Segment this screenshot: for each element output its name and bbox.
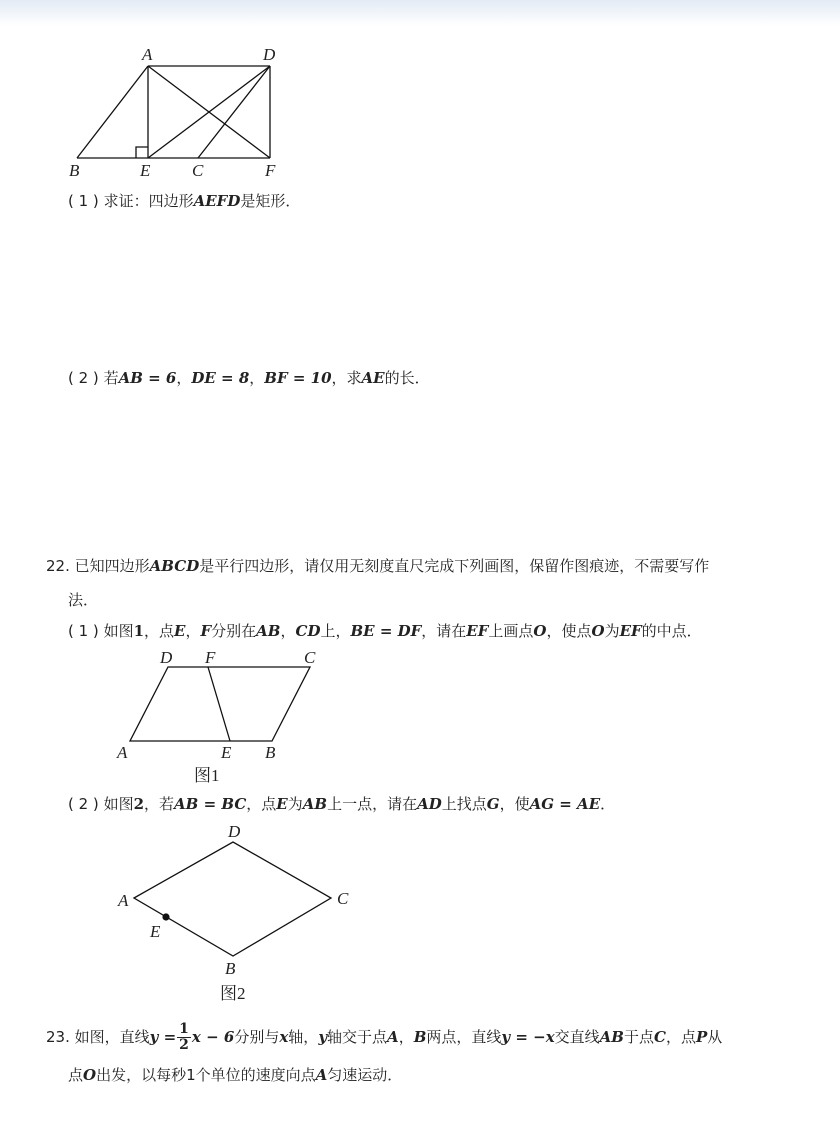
math: A [315, 1066, 328, 1084]
text: 如图 [103, 622, 134, 640]
label-B: B [69, 161, 80, 180]
q23-line1 [46, 1022, 722, 1053]
math: C [654, 1028, 666, 1046]
math: F [200, 622, 212, 640]
figure-q21-diagram [60, 40, 300, 185]
segment-AB [77, 66, 148, 158]
figure2-caption: 图2 [220, 984, 246, 1003]
label-F: F [205, 648, 216, 667]
text: 是矩形． [240, 192, 301, 210]
text: ，点 [246, 795, 277, 813]
math: ABCD [149, 557, 200, 575]
text: 为 [604, 622, 620, 640]
math: E [276, 795, 288, 813]
text: ， [185, 622, 201, 640]
text: 上一点，请在 [327, 795, 418, 813]
text: ， [280, 622, 296, 640]
label-E: E [221, 743, 232, 762]
label-C: C [304, 648, 316, 667]
math: O [533, 622, 547, 640]
math: O [591, 622, 605, 640]
math: DE = 8 [191, 369, 250, 387]
text: 上找点 [441, 795, 487, 813]
text: 两点，直线 [426, 1028, 502, 1046]
text: 的中点． [641, 622, 702, 640]
label-D: D [228, 822, 241, 841]
top-banner [0, 0, 840, 26]
parallelogram-ABCD [130, 667, 310, 741]
math: AB = 6 [118, 369, 177, 387]
math: EF [466, 622, 489, 640]
math: P [695, 1028, 708, 1046]
figure2-rhombus [110, 818, 370, 1008]
math: AE [361, 369, 385, 387]
text: 于点 [624, 1028, 655, 1046]
math: BF = 10 [264, 369, 332, 387]
fraction-one-half [177, 1022, 191, 1053]
math: AG = AE [529, 795, 601, 813]
q22-stem-continued [68, 589, 98, 611]
figure1-caption: 图1 [194, 766, 220, 785]
part-number: ( 2 ) [68, 369, 99, 387]
math: AD [417, 795, 442, 813]
label-A: A [142, 45, 153, 64]
math: AB [256, 622, 281, 640]
fraction-denominator: 2 [179, 1037, 189, 1053]
math: y [318, 1028, 328, 1046]
math: BE = DF [350, 622, 422, 640]
math: AEFD [193, 192, 241, 210]
label-D: D [160, 648, 173, 667]
label-E: E [150, 922, 161, 941]
point-E [162, 913, 169, 920]
text: 轴， [288, 1028, 319, 1046]
text: ，求 [331, 369, 362, 387]
math: G [486, 795, 500, 813]
part-number: ( 1 ) [68, 192, 99, 210]
text: 上， [320, 622, 351, 640]
math: EF [619, 622, 642, 640]
figure1-parallelogram [110, 645, 340, 790]
text: 法． [68, 591, 99, 609]
math: CD [295, 622, 321, 640]
text: 已知四边形 [74, 557, 150, 575]
math: 1 [133, 622, 145, 640]
math: x − 6 [191, 1028, 235, 1046]
label-A: A [118, 891, 129, 910]
text: 分别在 [211, 622, 257, 640]
text: ，若 [144, 795, 175, 813]
math: B [413, 1028, 427, 1046]
text: 上画点 [488, 622, 534, 640]
text: 从 [707, 1028, 723, 1046]
rhombus-ABCD [134, 842, 331, 956]
q22-stem [46, 555, 709, 577]
text: 轴交于点 [327, 1028, 388, 1046]
text: ，点 [665, 1028, 696, 1046]
text: 如图 [103, 795, 134, 813]
text: ，使 [499, 795, 530, 813]
label-F: F [265, 161, 276, 180]
math: AB = BC [174, 795, 247, 813]
math: A [387, 1028, 399, 1046]
label-B: B [225, 959, 236, 978]
text: ， [176, 369, 192, 387]
text: 出发，以每秒1个单位的速度向点 [96, 1066, 316, 1084]
math: E [174, 622, 186, 640]
text: 为 [287, 795, 303, 813]
text: ， [398, 1028, 414, 1046]
text: 如图，直线 [74, 1028, 150, 1046]
right-angle-mark [136, 147, 148, 158]
fraction-numerator: 1 [179, 1021, 189, 1037]
q22-part2 [68, 793, 615, 815]
q21-part1 [68, 190, 300, 212]
segment-EF [208, 667, 230, 741]
text: 交直线 [554, 1028, 600, 1046]
text: 求证：四边形 [103, 192, 194, 210]
text: 的长． [384, 369, 430, 387]
text: 分别与 [234, 1028, 280, 1046]
math: y = −x [501, 1028, 555, 1046]
question-number: 23. [46, 1028, 70, 1046]
text: 是平行四边形，请仅用无刻度直尺完成下列画图，保留作图痕迹，不需要写作 [199, 557, 710, 575]
q23-line2 [68, 1064, 402, 1086]
label-C: C [337, 889, 349, 908]
label-A: A [117, 743, 128, 762]
math: 2 [133, 795, 145, 813]
label-D: D [263, 45, 276, 64]
math: AB [599, 1028, 624, 1046]
question-number: 22. [46, 557, 70, 575]
text: 点 [68, 1066, 84, 1084]
text: ， [249, 369, 265, 387]
math: O [83, 1066, 97, 1084]
label-E: E [140, 161, 151, 180]
text: ，点 [144, 622, 175, 640]
math: y = [149, 1028, 177, 1046]
label-C: C [192, 161, 204, 180]
text: 若 [103, 369, 119, 387]
math: AB [302, 795, 328, 813]
q21-part2 [68, 367, 430, 389]
label-B: B [265, 743, 276, 762]
text: ，请在 [421, 622, 467, 640]
part-number: ( 2 ) [68, 795, 99, 813]
text: ，使点 [546, 622, 592, 640]
math: x [279, 1028, 289, 1046]
q22-part1 [68, 620, 702, 642]
text: ． [600, 795, 616, 813]
text: 匀速运动． [327, 1066, 403, 1084]
part-number: ( 1 ) [68, 622, 99, 640]
